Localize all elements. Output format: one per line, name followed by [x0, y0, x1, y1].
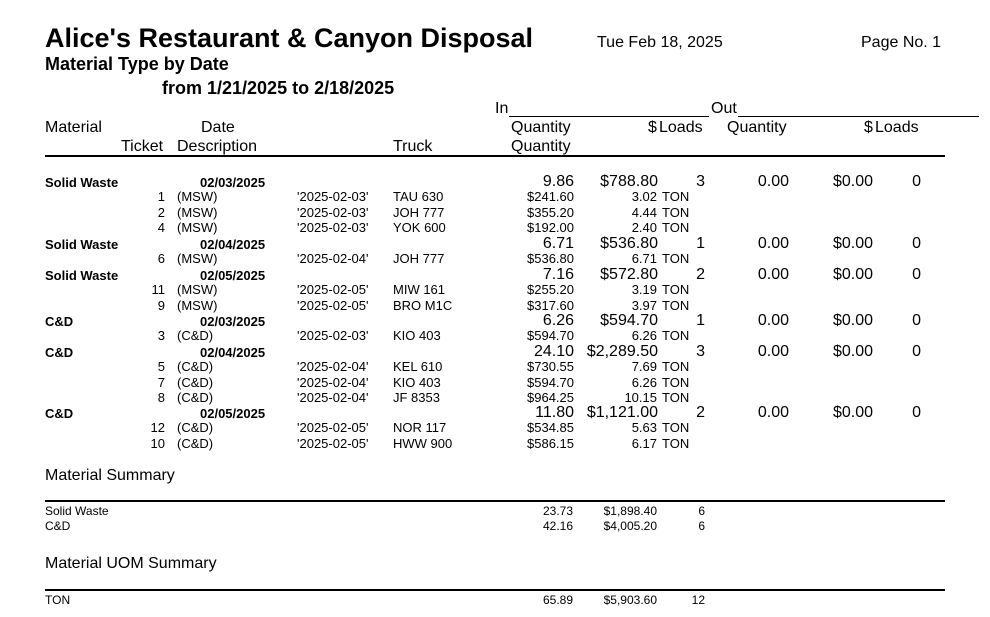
ticket-number: 3 [157, 328, 165, 343]
group-out-loads: 0 [912, 235, 921, 252]
ticket-date: '2025-02-03' [297, 189, 369, 204]
ticket-quantity: 6.17 [631, 436, 657, 451]
uom-name: TON [45, 593, 71, 607]
ticket-description: (MSW) [177, 298, 218, 313]
uom-summary-title: Material UOM Summary [45, 555, 217, 572]
ticket-date: '2025-02-03' [297, 328, 369, 343]
ticket-number: 9 [157, 298, 165, 313]
ticket-amount: $536.80 [527, 251, 574, 266]
group-date: 02/04/2025 [200, 237, 266, 252]
ticket-number: 4 [157, 220, 165, 235]
ticket-date: '2025-02-04' [297, 390, 369, 405]
summary-amount: $1,898.40 [603, 504, 657, 518]
summary-loads: 6 [698, 519, 705, 533]
group-out-loads: 0 [912, 266, 921, 283]
ticket-date: '2025-02-04' [297, 375, 369, 390]
ticket-uom: TON [662, 359, 690, 374]
ticket-truck: YOK 600 [393, 220, 446, 235]
group-amount: $594.70 [600, 312, 658, 329]
in-loads-header: Loads [659, 119, 703, 136]
ticket-quantity: 5.63 [631, 420, 657, 435]
ticket-date: '2025-02-05' [297, 282, 369, 297]
ticket-truck: KEL 610 [393, 359, 443, 374]
ticket-quantity: 6.71 [631, 251, 657, 266]
group-amount: $788.80 [600, 173, 658, 190]
in-underline [509, 116, 709, 117]
group-out-loads: 0 [912, 312, 921, 329]
ticket-uom: TON [662, 189, 690, 204]
group-date: 02/04/2025 [200, 345, 266, 360]
ticket-quantity: 6.26 [631, 328, 657, 343]
material-summary-title: Material Summary [45, 467, 175, 484]
ticket-description: (MSW) [177, 189, 218, 204]
ticket-truck: KIO 403 [393, 328, 441, 343]
group-quantity: 6.26 [542, 312, 574, 329]
group-loads: 3 [696, 173, 705, 190]
ticket-number: 7 [157, 375, 165, 390]
ticket-quantity: 3.97 [631, 298, 657, 313]
group-out-loads: 0 [912, 343, 921, 360]
truck-header: Truck [393, 138, 433, 155]
group-date: 02/03/2025 [200, 175, 266, 190]
group-out-amount: $0.00 [832, 266, 873, 283]
group-material: C&D [45, 345, 74, 360]
group-out-amount: $0.00 [832, 404, 873, 421]
date-header: Date [201, 119, 235, 136]
ticket-date: '2025-02-05' [297, 436, 369, 451]
group-loads: 2 [696, 266, 705, 283]
ticket-number: 5 [157, 359, 165, 374]
group-out-quantity: 0.00 [757, 266, 789, 283]
group-out-amount: $0.00 [832, 343, 873, 360]
ticket-truck: JOH 777 [393, 251, 445, 266]
ticket-uom: TON [662, 282, 690, 297]
ticket-amount: $355.20 [527, 205, 574, 220]
header-rule [45, 155, 945, 157]
ticket-date: '2025-02-03' [297, 220, 369, 235]
ticket-truck: MIW 161 [393, 282, 446, 297]
ticket-amount: $594.70 [527, 328, 574, 343]
ticket-description: (C&D) [177, 436, 214, 451]
ticket-uom: TON [662, 390, 690, 405]
ticket-truck: KIO 403 [393, 375, 441, 390]
summary-quantity: 42.16 [542, 519, 573, 533]
ticket-number: 11 [151, 282, 165, 297]
ticket-uom: TON [662, 375, 690, 390]
group-out-loads: 0 [912, 404, 921, 421]
material-summary-rule [45, 500, 945, 502]
ticket-truck: JOH 777 [393, 205, 445, 220]
ticket-uom: TON [662, 220, 690, 235]
run-date: Tue Feb 18, 2025 [597, 34, 723, 51]
ticket-truck: HWW 900 [393, 436, 453, 451]
ticket-number: 1 [157, 189, 165, 204]
group-amount: $572.80 [600, 266, 658, 283]
group-out-quantity: 0.00 [757, 404, 789, 421]
group-date: 02/05/2025 [200, 406, 266, 421]
ticket-number: 6 [157, 251, 165, 266]
ticket-quantity: 6.26 [631, 375, 657, 390]
uom-amount: $5,903.60 [603, 593, 657, 607]
ticket-uom: TON [662, 420, 690, 435]
group-quantity: 24.10 [533, 343, 574, 360]
group-out-quantity: 0.00 [757, 235, 789, 252]
in-quantity-header-2: Quantity [511, 138, 571, 155]
summary-material-name: Solid Waste [45, 504, 109, 518]
ticket-description: (C&D) [177, 359, 214, 374]
report-title: Material Type by Date [45, 54, 229, 74]
ticket-description: (C&D) [177, 328, 214, 343]
ticket-description: (MSW) [177, 282, 218, 297]
uom-summary-rule [45, 589, 945, 591]
uom-loads: 12 [691, 593, 705, 607]
group-loads: 1 [696, 312, 705, 329]
group-date: 02/05/2025 [200, 268, 266, 283]
in-header: In [495, 100, 509, 117]
in-dollar-header: $ [648, 119, 657, 136]
summary-amount: $4,005.20 [603, 519, 657, 533]
ticket-amount: $255.20 [527, 282, 574, 297]
group-out-quantity: 0.00 [757, 173, 789, 190]
ticket-amount: $192.00 [527, 220, 574, 235]
group-material: Solid Waste [45, 175, 119, 190]
group-quantity: 6.71 [542, 235, 574, 252]
out-header: Out [711, 100, 737, 117]
group-date: 02/03/2025 [200, 314, 266, 329]
ticket-quantity: 4.44 [631, 205, 657, 220]
group-amount: $536.80 [600, 235, 658, 252]
ticket-description: (C&D) [177, 420, 214, 435]
group-out-quantity: 0.00 [757, 312, 789, 329]
ticket-quantity: 3.02 [631, 189, 657, 204]
ticket-uom: TON [662, 436, 690, 451]
ticket-truck: TAU 630 [393, 189, 444, 204]
ticket-quantity: 7.69 [631, 359, 657, 374]
ticket-amount: $594.70 [527, 375, 574, 390]
group-out-loads: 0 [912, 173, 921, 190]
ticket-date: '2025-02-04' [297, 251, 369, 266]
out-loads-header: Loads [875, 119, 919, 136]
ticket-date: '2025-02-05' [297, 420, 369, 435]
group-out-amount: $0.00 [832, 312, 873, 329]
ticket-truck: BRO M1C [393, 298, 453, 313]
in-quantity-header: Quantity [511, 119, 571, 136]
group-quantity: 11.80 [535, 404, 574, 421]
page-number: Page No. 1 [861, 34, 942, 51]
ticket-description: (MSW) [177, 251, 218, 266]
summary-loads: 6 [698, 504, 705, 518]
ticket-uom: TON [662, 205, 690, 220]
ticket-amount: $964.25 [527, 390, 574, 405]
ticket-header: Ticket [121, 138, 164, 155]
ticket-description: (C&D) [177, 390, 214, 405]
ticket-amount: $534.85 [527, 420, 574, 435]
ticket-date: '2025-02-03' [297, 205, 369, 220]
ticket-uom: TON [662, 298, 690, 313]
group-loads: 3 [696, 343, 705, 360]
ticket-date: '2025-02-05' [297, 298, 369, 313]
summary-material-name: C&D [45, 519, 71, 533]
company-name: Alice's Restaurant & Canyon Disposal [45, 23, 534, 53]
ticket-quantity: 2.40 [631, 220, 657, 235]
group-quantity: 7.16 [542, 266, 574, 283]
ticket-description: (MSW) [177, 205, 218, 220]
ticket-amount: $241.60 [527, 189, 574, 204]
group-loads: 2 [696, 404, 705, 421]
out-quantity-header: Quantity [727, 119, 787, 136]
ticket-uom: TON [662, 251, 690, 266]
group-material: Solid Waste [45, 237, 119, 252]
description-header: Description [177, 138, 258, 155]
ticket-description: (MSW) [177, 220, 218, 235]
group-material: C&D [45, 406, 74, 421]
ticket-truck: NOR 117 [393, 420, 447, 435]
ticket-number: 8 [157, 390, 165, 405]
group-out-amount: $0.00 [832, 173, 873, 190]
ticket-quantity: 3.19 [631, 282, 657, 297]
group-amount: $2,289.50 [586, 343, 658, 360]
out-underline [738, 116, 979, 117]
group-material: Solid Waste [45, 268, 119, 283]
group-material: C&D [45, 314, 74, 329]
ticket-truck: JF 8353 [393, 390, 440, 405]
ticket-date: '2025-02-04' [297, 359, 369, 374]
date-range: from 1/21/2025 to 2/18/2025 [162, 78, 395, 98]
group-loads: 1 [696, 235, 705, 252]
ticket-uom: TON [662, 328, 690, 343]
uom-quantity: 65.89 [542, 593, 573, 607]
ticket-number: 12 [150, 420, 165, 435]
ticket-amount: $586.15 [527, 436, 574, 451]
material-header: Material [45, 119, 102, 136]
ticket-description: (C&D) [177, 375, 214, 390]
group-out-quantity: 0.00 [757, 343, 789, 360]
ticket-amount: $730.55 [527, 359, 574, 374]
summary-quantity: 23.73 [542, 504, 573, 518]
ticket-number: 2 [157, 205, 165, 220]
ticket-quantity: 10.15 [624, 390, 657, 405]
out-dollar-header: $ [864, 119, 873, 136]
group-amount: $1,121.00 [586, 404, 658, 421]
ticket-amount: $317.60 [527, 298, 574, 313]
group-out-amount: $0.00 [832, 235, 873, 252]
group-quantity: 9.86 [542, 173, 574, 190]
ticket-number: 10 [150, 436, 165, 451]
